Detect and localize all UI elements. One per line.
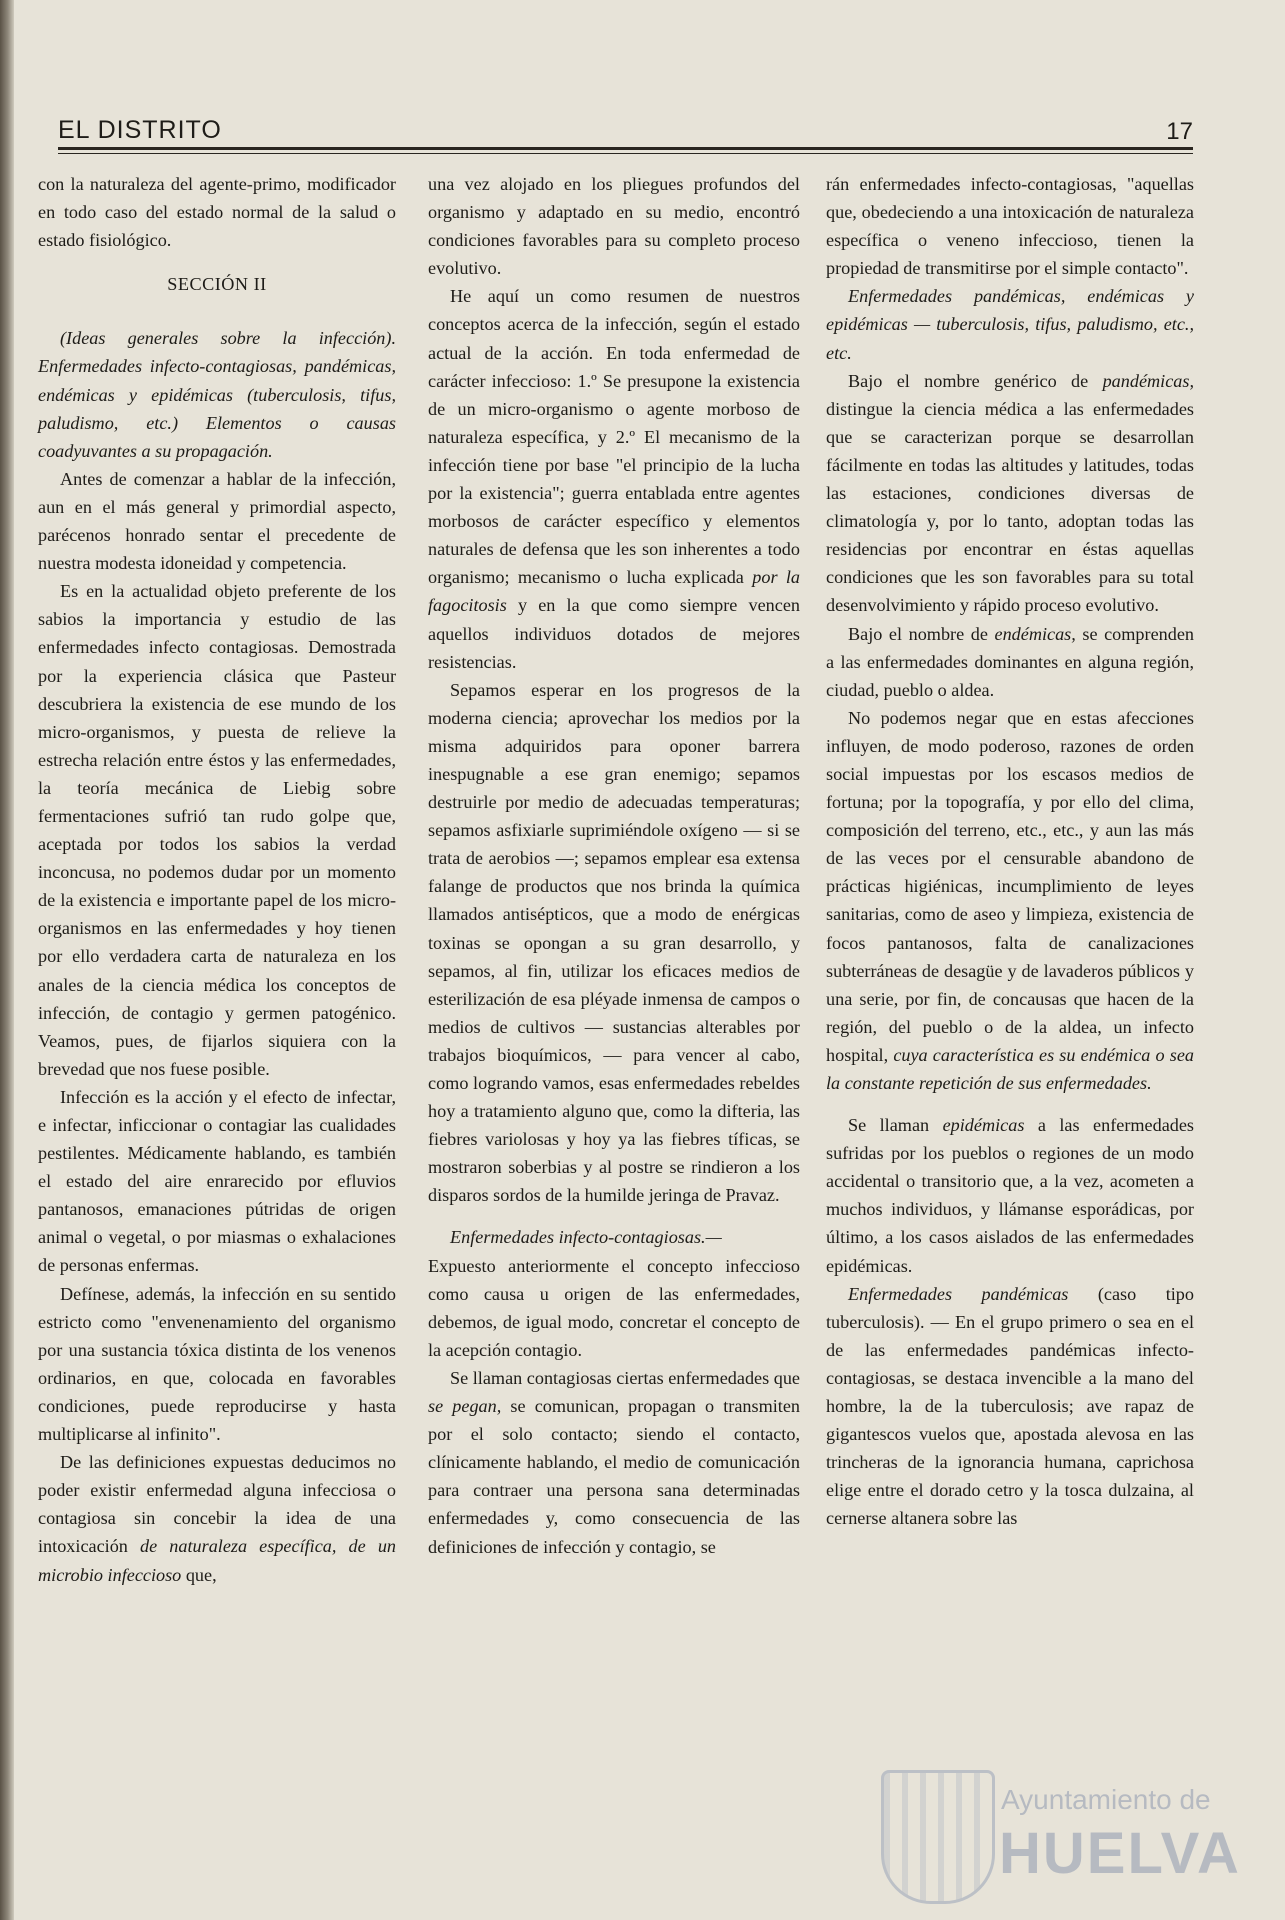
paragraph: una vez alojado en los pliegues profundos del organismo y adaptado en su medio, encontró condiciones favorables para su completo proceso evolutivo. [428,174,800,279]
text-column-1 [38,170,396,1589]
text-column-2 [428,170,800,1561]
section-heading: SECCIÓN II [167,274,267,295]
text-run: (caso tipo tuberculosis). — En el grupo primero o sea en el de las enfermedades pandémicas infecto-contagiosas, se destaca invencible a la mano del hombre, la de la tuberculosis; ave rapaz de gigantescos vuelos que, apostada alevosa en las trincheras de la ignorancia humana, caprichosa elige entre el dorado cetro y la tosca dulzaina, al cernerse altanera sobre las [826,1283,1194,1529]
text-run: He aquí un como resumen de nuestros conceptos acerca de la infección, según el estado actual de la acción. En toda enfermedad de carácter infeccioso: 1.º Se presupone la existencia de un micro-organismo o agente morboso de naturaleza específica, y 2.º El mecanismo de la infección tiene por base "el principio de la lucha por la existencia"; guerra entablada entre agentes morbosos de carácter específico y elementos naturales de defensa que les son inherentes a todo organismo; mecanismo o lucha explicada [428,286,800,588]
watermark-line-2: HUELVA [999,1821,1241,1886]
journal-title: EL DISTRITO [58,116,222,144]
paragraph [826,1111,1194,1280]
text-run: Bajo el nombre genérico de [848,370,1089,391]
header-rule-thin [58,153,1193,154]
section-summary: (Ideas generales sobre la infección). Enfermedades infecto-contagiosas, pandémicas, endémicas y epidémicas (tuberculosis, tifus, paludismo, etc.) Elementos o causas coadyuvantes a su propagación. [38,328,396,461]
emphasis: endémicas, [994,623,1076,644]
paragraph [826,1280,1194,1533]
paragraph: Antes de comenzar a hablar de la infección, aun en el más general y primordial aspecto, parécenos honrado sentar el precedente de nuestra modesta idoneidad y competencia. [38,468,396,574]
paragraph: con la naturaleza del agente-primo, modificador en todo caso del estado normal de la salud o estado fisiológico. [38,174,396,251]
text-run: De las definiciones expuestas deducimos no poder existir enfermedad alguna infecciosa o contagiosa sin concebir la idea de una intoxicación [38,1452,396,1557]
paragraph [38,1448,396,1588]
paragraph [826,620,1194,704]
text-column-3 [826,170,1194,1533]
header-rule-thick [58,147,1193,150]
emphasis: pandémicas, [1102,370,1195,391]
paragraph: Infección es la acción y el efecto de infectar, e infectar, inficcionar o contagiar las cualidades pestilentes. Médicamente hablando, es también el estado del aire enrarecido por efluvios pantanosos, emanaciones pútridas de origen animal o vegetal, o por miasmas o exhalaciones de personas enfermas. [38,1086,396,1276]
text-run: Bajo el nombre de [848,623,988,644]
paragraph: Sepamos esperar en los progresos de la moderna ciencia; aprovechar los medios por la misma adquiridos para oponer barrera inespugnable a ese gran enemigo; sepamos destruirle por medio de adecuadas temperaturas; sepamos asfixiarle suprimiéndole oxígeno — si se trata de aerobios —; sepamos emplear esa extensa falange de productos que nos brinda la química llamados antisépticos, que a modo de enérgicas toxinas se opongan a su gran desarrollo, y sepamos, al fin, utilizar los eficaces medios de esterilización de esa pléyade inmensa de campos o medios de cultivos — sustancias alterables por trabajos bioquímicos, — para vencer al cabo, como logrando vamos, esas enfermedades rebeldes hoy a tratamiento alguno que, como la difteria, las fiebres variolosas y hoy ya las fiebres tíficas, se mostraron soberbias y al postre se rindieron a los disparos sordos de la humilde jeringa de Pravaz. [428,679,800,1206]
text-run: se comprenden a las enfermedades dominantes en alguna región, ciudad, pueblo o aldea. [826,623,1195,700]
paragraph [826,367,1194,620]
book-binding [0,0,14,1920]
text-run: Se llaman contagiosas ciertas enfermedades que [450,1367,800,1388]
archive-watermark [881,1766,1251,1902]
watermark-line-1: Ayuntamiento de [1001,1784,1211,1815]
paragraph: rán enfermedades infecto-contagiosas, "aquellas que, obedeciendo a una intoxicación de naturaleza específica o veneno infeccioso, tienen la propiedad de transmitirse por el simple contacto". [826,174,1194,279]
text-run: se comunican, propagan o transmiten por el solo contacto; siendo el contacto, clínicamente hablando, el medio de comunicación para contraer una persona sana determinadas enfermedades y, como consecuencia de las definiciones de infección y contagio, se [428,1396,800,1557]
paragraph [428,282,800,675]
paragraph: Es en la actualidad objeto preferente de los sabios la importancia y estudio de las enfermedades infecto contagiosas. Demostrada por la experiencia clásica que Pasteur descubriera la existencia de ese mundo de los micro-organismos, y puesta de relieve la estrecha relación entre éstos y las enfermedades, la teoría mecánica de Liebig sobre fermentaciones sufrió tan rudo golpe que, aceptada por todos los sabios la verdad inconcusa, no podemos dudar por un momento de la existencia e importante papel de los micro-organismos en las enfermedades y hoy tienen por ello verdadera carta de naturaleza en los anales de la ciencia médica los conceptos de infección, de contagio y germen patogénico. Veamos, pues, de fijarlos siquiera con la brevedad que nos fuese posible. [38,581,396,1079]
text-run: No podemos negar que en estas afecciones influyen, de modo poderoso, razones de orden social impuestas por los escasos medios de fortuna; por la topografía, y por ello del clima, composición del terreno, etc., etc., y aun las más de las veces por el censurable abandono de prácticas higiénicas, incumplimiento de leyes sanitarias, como de aseo y limpieza, existencia de focos pantanosos, falta de canalizaciones subterráneas de desagüe y de lavaderos públicos y una serie, por fin, de concausas que hacen de la región, del pueblo o de la aldea, un infecto hospital, [826,707,1194,1065]
coat-of-arms-icon [881,1770,995,1904]
text-run: distingue la ciencia médica a las enfermedades que se caracterizan porque se desarrollan fácilmente en todas las altitudes y latitudes, todas las estaciones, condiciones diversas de climatología y, por lo tanto, adoptan todas las residencias por encontrar en éstas aquellas condiciones que les son favorables para su total desenvolvimiento y rápido proceso evolutivo. [826,398,1194,616]
paragraph [428,1364,800,1561]
emphasis: por la fagocitosis [428,567,801,616]
emphasis: se pegan, [428,1396,502,1417]
paragraph [826,704,1194,1097]
paragraph: Expuesto anteriormente el concepto infeccioso como causa u origen de las enfermedades, debemos, de igual modo, concretar el concepto de la acepción contagio. [428,1255,800,1360]
emphasis: cuya característica es su endémica o sea la constante repetición de sus enfermedades. [826,1044,1194,1093]
text-run: y en la que como siempre vencen aquellos individuos dotados de mejores resistencias. [428,595,801,672]
emphasis: de naturaleza específica, de un microbio infeccioso [38,1536,397,1585]
running-header [58,112,1193,152]
subsection-heading: Enfermedades infecto-contagiosas.— [450,1227,722,1248]
subsection-heading: Enfermedades pandémicas, endémicas y epidémicas — tuberculosis, tifus, paludismo, etc., etc. [826,286,1194,363]
page-number: 17 [1166,118,1193,145]
text-run: que, [185,1564,217,1585]
paragraph: Defínese, además, la infección en su sentido estricto como "envenenamiento del organismo por una sustancia tóxica distinta de los venenos ordinarios, en que, colocada en favorables condiciones, puede reproducirse y hasta multiplicarse al infinito". [38,1283,396,1445]
text-run: a las enfermedades sufridas por los pueblos o regiones de un modo accidental o transitorio que, a la vez, acometen a muchos individuos, y llámanse esporádicas, por último, a los casos aislados de las enfermedades epidémicas. [826,1115,1195,1276]
emphasis: epidémicas [942,1115,1025,1136]
emphasis: Enfermedades pandémicas [848,1283,1069,1304]
text-run: Se llaman [848,1115,930,1136]
